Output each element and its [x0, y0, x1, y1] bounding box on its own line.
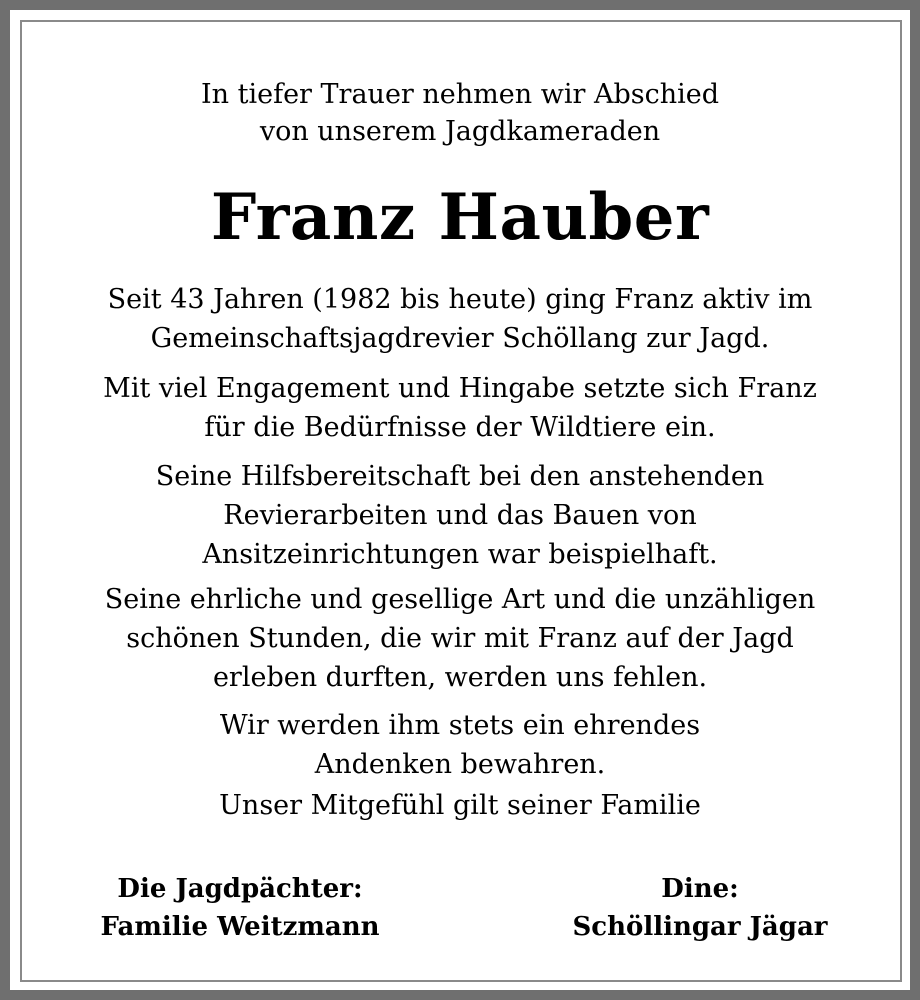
intro-line: von unserem Jagdkameraden [259, 116, 661, 147]
paragraph-line: Andenken bewahren. [314, 749, 606, 780]
paragraph-engagement [10, 369, 910, 447]
paragraph-line: erleben durften, werden uns fehlen. [212, 662, 708, 693]
obituary-card [10, 10, 910, 990]
paragraph-remembrance [10, 706, 910, 784]
paragraph-line: Revierarbeiten und das Bauen von [223, 500, 697, 531]
paragraph-line: Mit viel Engagement und Hingabe setzte sich Franz [103, 373, 817, 404]
paragraph-line: schönen Stunden, die wir mit Franz auf der Jagd [126, 623, 794, 654]
paragraph-character [10, 580, 910, 697]
paragraph-line: Seine ehrliche und gesellige Art und die unzähligen [104, 584, 816, 615]
intro-line: In tiefer Trauer nehmen wir Abschied [200, 79, 720, 110]
paragraph-line: Gemeinschaftsjagdrevier Schöllang zur Jagd. [150, 323, 770, 354]
signature-right [555, 870, 845, 946]
paragraph-line: Ansitzeinrichtungen war beispielhaft. [202, 539, 718, 570]
signature-name: Familie Weitzmann [100, 912, 380, 942]
paragraph-years-hunting [10, 280, 910, 358]
signature-left [70, 870, 410, 946]
intro-text [10, 76, 910, 150]
signature-name: Schöllingar Jägar [572, 912, 828, 942]
paragraph-line: Unser Mitgefühl gilt seiner Familie [219, 790, 701, 821]
paragraph-line: Seine Hilfsbereitschaft bei den anstehenden [155, 461, 765, 492]
paragraph-line: Wir werden ihm stets ein ehrendes [219, 710, 701, 741]
signature-title: Dine: [661, 874, 739, 904]
signature-title: Die Jagdpächter: [117, 874, 363, 904]
paragraph-line: Seit 43 Jahren (1982 bis heute) ging Franz aktiv im [107, 284, 813, 315]
deceased-name: Franz Hauber [210, 180, 710, 255]
paragraph-helpfulness [10, 457, 910, 574]
paragraph-condolence [10, 786, 910, 825]
paragraph-line: für die Bedürfnisse der Wildtiere ein. [204, 412, 716, 443]
